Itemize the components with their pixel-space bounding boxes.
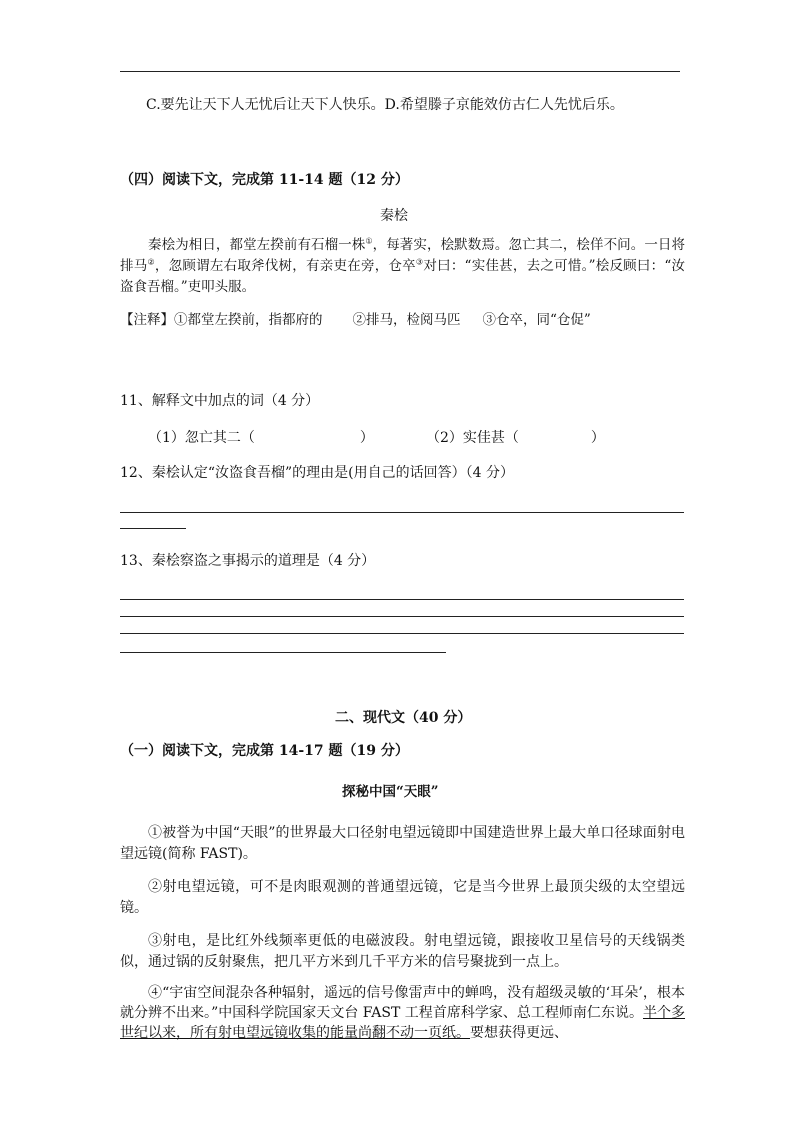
- note-2: ②排马，检阅马匹: [352, 312, 461, 328]
- passage-part-3: ，忽顾谓左右取斧伐树，有亲吏在旁，仓卒: [154, 258, 416, 274]
- classical-passage: [120, 235, 685, 298]
- part2-heading: 二、现代文（40 分）: [335, 710, 472, 726]
- top-rule: [120, 71, 680, 72]
- q13-answer-line-3[interactable]: [120, 633, 684, 634]
- q12-answer-line-1[interactable]: [120, 512, 684, 513]
- article-p4: [120, 983, 685, 1043]
- article-p1: ①被誉为中国“天眼”的世界最大口径射电望远镜即中国建造世界上最大单口径球面射电望远镜(简称 FAST)。: [120, 825, 685, 862]
- notes-label: 【注释】: [120, 312, 174, 328]
- q11-text: 11、解释文中加点的词（4 分）: [120, 393, 320, 409]
- article-p3: ③射电，是比红外线频率更低的电磁波段。射电望远镜，跟接收卫星信号的天线锅类似，通过锅的反射聚焦，把几平方米到几千平方米的信号聚拢到一点上。: [120, 933, 685, 970]
- note-1: ①都堂左揆前，指都府的: [174, 312, 323, 328]
- q11-item2-label: （2）实佳甚（: [426, 430, 519, 446]
- article-title: 探秘中国“天眼”: [342, 784, 439, 800]
- section4-title: 秦桧: [380, 208, 408, 224]
- q11-item2-close: ）: [590, 430, 605, 446]
- article-p2: ②射电望远镜，可不是肉眼观测的普通望远镜，它是当今世界上最顶尖级的太空望远镜。: [120, 879, 685, 916]
- note-ref-2: ②: [147, 257, 155, 267]
- q13-answer-line-1[interactable]: [120, 599, 684, 600]
- q11-item2: [426, 428, 605, 448]
- note-ref-1: ①: [365, 236, 373, 246]
- article-p4-a: ④“宇宙空间混杂各种辐射，遥远的信号像雷声中的蝉鸣，没有超级灵敏的‘耳朵’，根本就分辨不出来。”中国科学院国家天文台 FAST 工程首席科学家、总工程师南仁东说。: [120, 985, 685, 1021]
- q13-answer-line-2[interactable]: [120, 616, 684, 617]
- article-p4-underlined: 半个多世纪以来，所有射电望远镜收集的能量尚翻不动一页纸。: [120, 1005, 686, 1041]
- q11-item1-label: （1）忽亡其二（: [148, 430, 255, 446]
- section4-heading: （四）阅读下文，完成第 11-14 题（12 分）: [120, 172, 409, 188]
- q13-answer-line-4[interactable]: [120, 652, 446, 653]
- passage-part-1: 秦桧为相日，都堂左揆前有石榴一株: [148, 237, 366, 253]
- q13-text: 13、秦桧察盗之事揭示的道理是（4 分）: [120, 553, 376, 569]
- q12-text: 12、秦桧认定“汝盗食吾榴”的理由是(用自己的话回答）（4 分）: [120, 465, 514, 481]
- q11-item1-close: ）: [359, 430, 374, 446]
- note-ref-3: ③: [415, 257, 424, 267]
- q11-item1: [148, 428, 374, 448]
- passage-part-4: 对曰：“实佳甚，去之可惜。”桧反顾曰：“汝盗食吾榴。”吏叩头服。: [120, 258, 686, 295]
- notes-row: [120, 310, 690, 330]
- q12-answer-line-2[interactable]: [120, 528, 186, 529]
- part2-sub1: （一）阅读下文，完成第 14-17 题（19 分）: [120, 743, 409, 759]
- option-cd: C.要先让天下人无忧后让天下人快乐。D.希望滕子京能效仿古仁人先忧后乐。: [146, 97, 624, 113]
- passage-part-2: ，每著实，桧默数焉。忽亡其二，桧佯不问。一日将排马: [120, 237, 686, 274]
- article-p4-b: 要想获得更远、: [470, 1025, 568, 1041]
- note-3: ③仓卒，同“仓促”: [482, 312, 591, 328]
